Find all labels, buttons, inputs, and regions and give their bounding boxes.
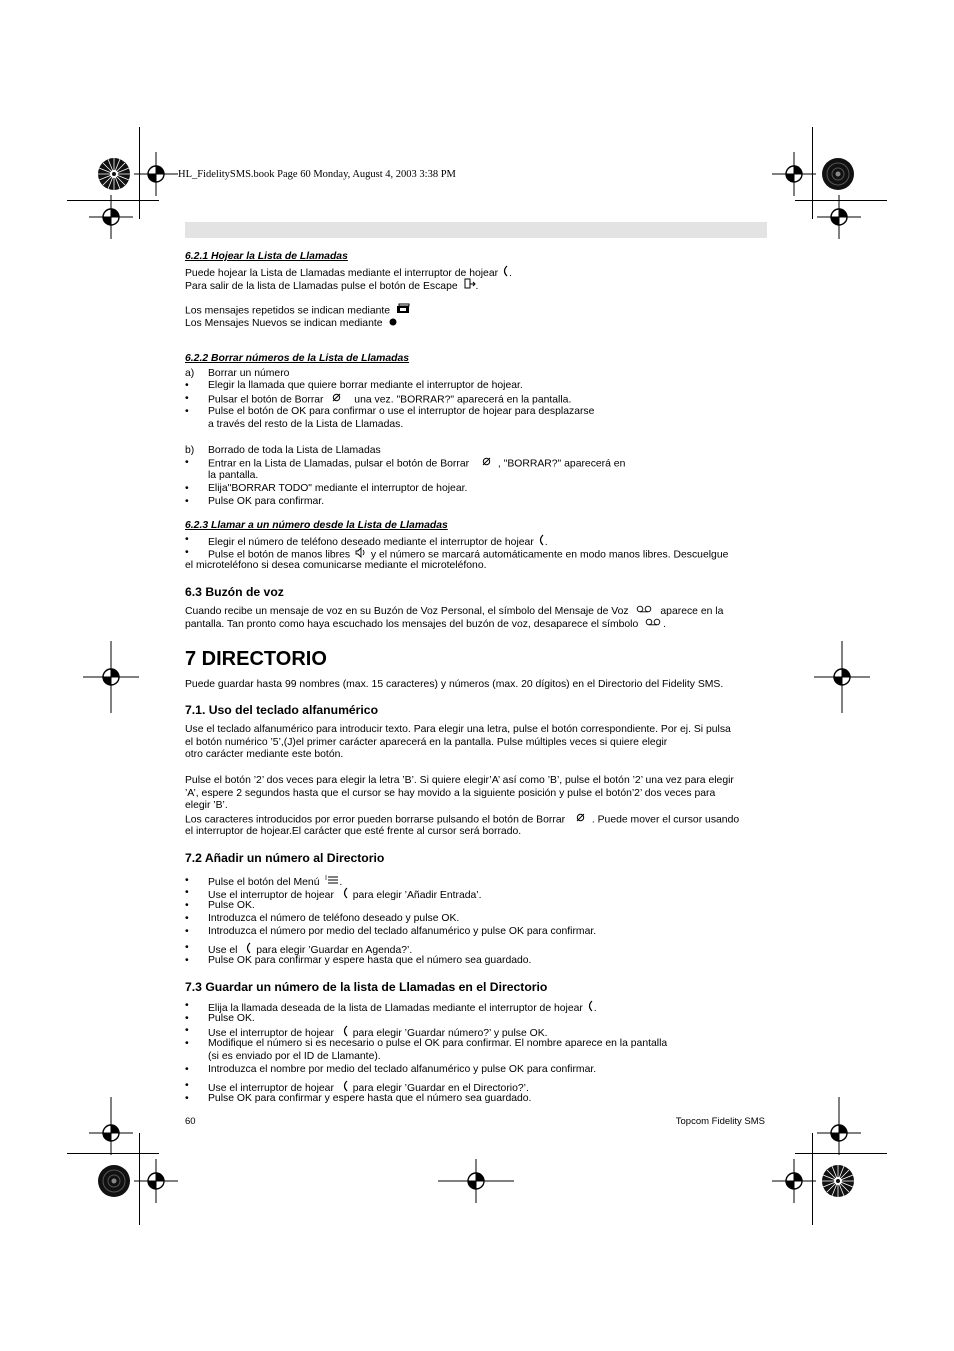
bullet: • [185,1064,189,1075]
section-6-2-3-title: 6.2.3 Llamar a un número desde la Lista de Llamadas [185,520,448,531]
list-item: Introduzca el nombre por medio del teclado alfanumérico y pulse OK para confirmar. [208,1064,597,1075]
section-6-3-title: 6.3 Buzón de voz [185,585,284,599]
list-item: Pulse OK para confirmar y espere hasta que el número sea guardado. [208,1093,532,1104]
footer-product-name: Topcom Fidelity SMS [675,1116,765,1127]
section-7-1-title: 7.1. Uso del teclado alfanumérico [185,703,379,717]
list-item-continued: (si es enviado por el ID de Llamante). [208,1051,381,1062]
bullet: • [185,547,189,558]
list-item: Pulse el botón de manos libres y el número se marcará automáticamente en modo manos libres. Descuelgue [208,547,728,563]
list-item: Pulse OK. [208,1013,255,1024]
list-item: Elija"BORRAR TODO" mediante el interruptor de hojear. [208,483,468,494]
paragraph-line: Use el teclado alfanumérico para introducir texto. Para elegir una letra, pulse el botón correspondiente. Por ej. Si pulsa [185,724,731,735]
bullet: • [185,406,189,417]
list-item: Elija la llamada deseada de la lista de Llamadas mediante el interruptor de hojear . [208,1000,597,1017]
paragraph-line: Los caracteres introducidos por error pueden borrarse pulsando el botón de Borrar . Puede mover el cursor usando [185,814,740,826]
list-item: Pulse el botón del Menú . [208,875,342,890]
list-item: Pulse el botón de OK para confirmar o use el interruptor de hojear para desplazarse [208,406,595,417]
bullet: • [185,875,189,886]
section-6-2-1-title: 6.2.1 Hojear la Lista de Llamadas [185,251,348,262]
list-item: Borrado de toda la Lista de Llamadas [208,445,381,456]
voicemail-icon [645,618,661,631]
delete-icon [576,813,585,827]
paragraph-line: ’A’, espere 2 segundos hasta que el cursor se hay movido a la siguiente posición y pulse el botón’2’ dos veces para [185,788,716,799]
list-item: Pulsar el botón de Borrar una vez. "BORRAR?" aparecerá en la pantalla. [208,394,572,406]
bullet: • [185,534,189,545]
list-item: Elegir el número de teléfono deseado mediante el interruptor de hojear . [208,534,548,551]
list-item: Introduzca el número por medio del teclado alfanumérico y pulse OK para confirmar. [208,926,597,937]
book-slug: HL_FidelitySMS.book Page 60 Monday, August 4, 2003 3:38 PM [178,169,456,180]
paragraph: Los Mensajes Nuevos se indican mediante [185,316,398,331]
voicemail-icon [636,605,652,618]
bullet: • [185,1000,189,1011]
list-item: Pulse OK para confirmar. [208,496,325,507]
list-item-continued: la pantalla. [208,470,259,481]
list-item: Use el interruptor de hojear para elegir ’Añadir Entrada’. [208,887,482,904]
paragraph: Puede hojear la Lista de Llamadas mediante el interruptor de hojear . [185,265,512,282]
section-7-3-title: 7.3 Guardar un número de la lista de Llamadas en el Directorio [185,980,548,994]
bullet: • [185,483,189,494]
list-item: Elegir la llamada que quiere borrar mediante el interruptor de hojear. [208,380,523,391]
list-item-continued: el microteléfono si desea comunicarse mediante el microteléfono. [185,560,487,571]
scroll-switch-icon [501,265,509,282]
section-7-2-title: 7.2 Añadir un número al Directorio [185,851,385,865]
paragraph: Cuando recibe un mensaje de voz en su Buzón de Voz Personal, el símbolo del Mensaje de Voz aparece en la [185,606,724,618]
bullet: • [185,1093,189,1104]
delete-icon [482,457,491,471]
paragraph-line: el botón numérico ’5’,(J)el primer carácter aparecerá en la pantalla. Pulse múltiples veces si quiere elegir [185,737,668,748]
list-item: Pulse OK. [208,900,255,911]
paragraph-line: el interruptor de hojear.El carácter que esté frente al cursor será borrado. [185,826,522,837]
list-item-continued: a través del resto de la Lista de Llamadas. [208,419,404,430]
section-6-2-2-title: 6.2.2 Borrar números de la Lista de Llamadas [185,353,410,364]
paragraph-line: otro carácter mediante este botón. [185,749,344,760]
paragraph: Los mensajes repetidos se indican mediante [185,303,410,319]
escape-icon [464,278,476,295]
list-label: a) [185,368,195,379]
list-item: Borrar un número [208,368,290,379]
new-message-dot-icon [388,316,398,331]
list-item: Pulse OK para confirmar y espere hasta que el número sea guardado. [208,955,532,966]
bullet: • [185,1038,189,1049]
bullet: • [185,1080,189,1091]
list-label: b) [185,445,195,456]
bullet: • [185,457,189,468]
paragraph-line: elegir ’B’. [185,800,228,811]
list-item: Use el interruptor de hojear para elegir ’Guardar en el Directorio?’. [208,1080,529,1097]
list-item: Introduzca el número de teléfono deseado y pulse OK. [208,913,460,924]
paragraph: Para salir de la lista de Llamadas pulse el botón de Escape . [185,278,478,295]
bullet: • [185,380,189,391]
bullet: • [185,926,189,937]
bullet: • [185,955,189,966]
bullet: • [185,913,189,924]
list-item: Use el interruptor de hojear para elegir ’Guardar número?’ y pulse OK. [208,1025,548,1042]
header-bar [185,222,767,238]
delete-icon [332,393,341,407]
bullet: • [185,393,189,404]
bullet: • [185,1013,189,1024]
list-item: Modifique el número si es necesario o pulse el OK para confirmar. El nombre aparece en la pantalla [208,1038,668,1049]
bullet: • [185,496,189,507]
bullet: • [185,887,189,898]
paragraph: Puede guardar hasta 99 nombres (max. 15 caracteres) y números (max. 20 dígitos) en el Directorio del Fidelity SMS. [185,679,724,690]
bullet: • [185,1025,189,1036]
bullet: • [185,900,189,911]
list-item: Use el para elegir ’Guardar en Agenda?’. [208,942,412,959]
scroll-switch-icon [586,1000,594,1017]
paragraph: pantalla. Tan pronto como haya escuchado los mensajes del buzón de voz, desaparece el símbolo . [185,619,667,631]
chapter-7-title: 7 DIRECTORIO [185,648,327,670]
paragraph-line: Pulse el botón ’2’ dos veces para elegir la letra ’B’. Si quiere elegir’A’ así como ’B’, pulse el botón ’2’ una vez para elegir [185,775,734,786]
page-number: 60 [185,1116,196,1127]
scroll-switch-icon [341,887,349,904]
bullet: • [185,942,189,953]
list-item: Entrar en la Lista de Llamadas, pulsar el botón de Borrar , "BORRAR?" aparecerá en [208,458,626,470]
